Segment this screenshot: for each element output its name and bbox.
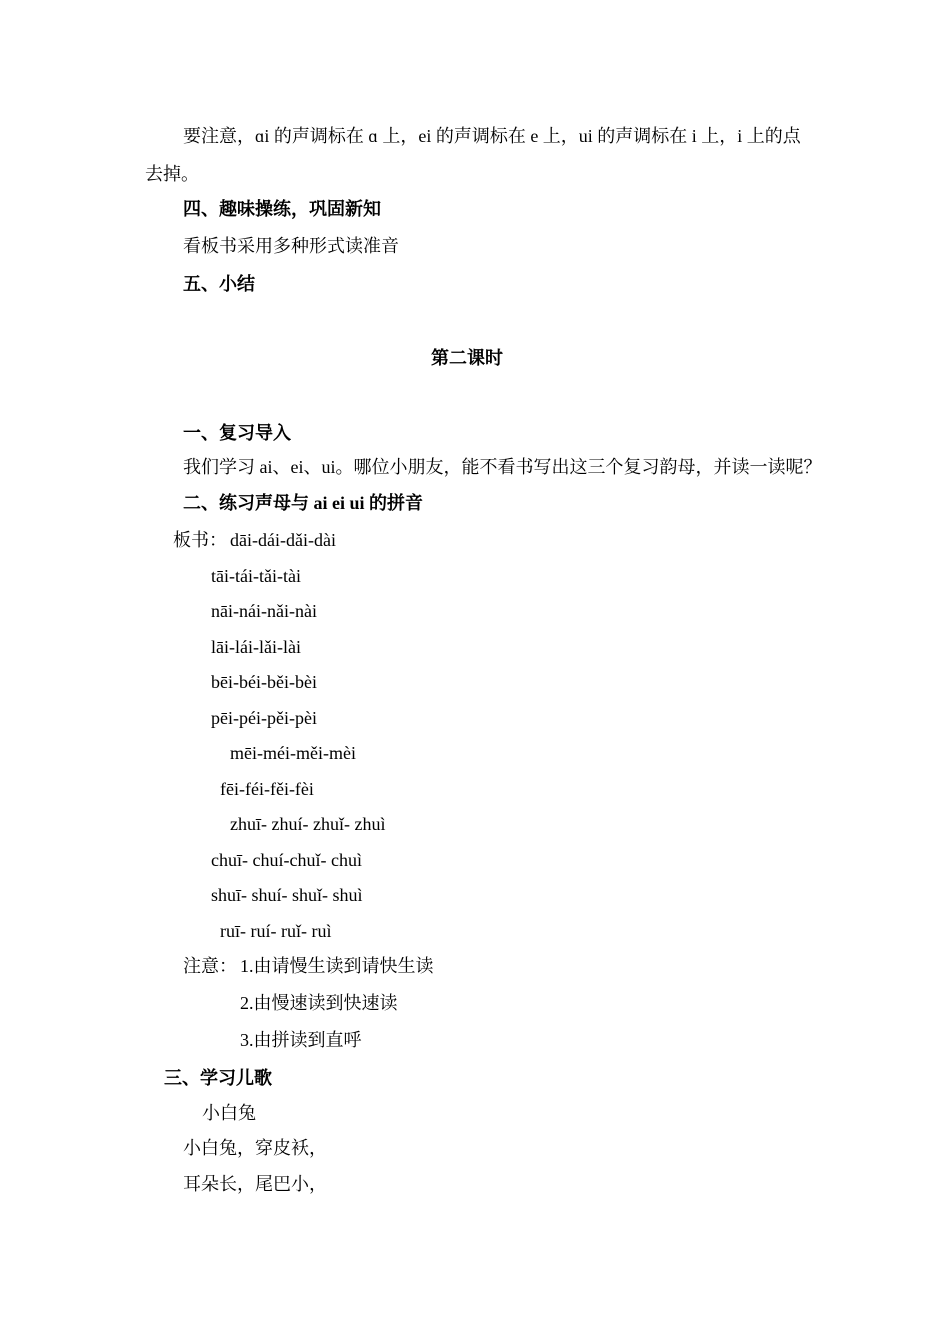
paragraph-note-line-2: 去掉。	[145, 164, 199, 184]
board-line: lāi-lái-lǎi-lài	[211, 637, 301, 657]
board-line: shuī- shuí- shuǐ- shuì	[211, 885, 363, 905]
notes-label: 注意：	[183, 956, 237, 976]
lesson-2-heading-2: 二、练习声母与 ai ei ui 的拼音	[183, 493, 424, 513]
board-line: fēi-féi-fěi-fèi	[220, 779, 314, 799]
board-line: ruī- ruí- ruǐ- ruì	[220, 921, 332, 941]
board-line: bēi-béi-běi-bèi	[211, 672, 317, 692]
board-line: zhuī- zhuí- zhuǐ- zhuì	[230, 814, 386, 834]
board-label: 板书：	[173, 530, 227, 550]
poem-line: 耳朵长，尾巴小，	[183, 1174, 327, 1194]
note-item: 3.由拼读到直呼	[240, 1030, 362, 1050]
section-text-4: 看板书采用多种形式读准音	[183, 236, 399, 256]
lesson-2-title: 第二课时	[431, 348, 503, 368]
board-line: tāi-tái-tǎi-tài	[211, 566, 301, 586]
note-item: 2.由慢速读到快速读	[240, 993, 398, 1013]
board-line: chuī- chuí-chuǐ- chuì	[211, 850, 362, 870]
section-heading-5: 五、小结	[183, 274, 255, 294]
poem-title: 小白兔	[202, 1103, 256, 1123]
lesson-2-heading-1: 一、复习导入	[183, 423, 291, 443]
note-item: 1.由请慢生读到请快生读	[240, 956, 434, 976]
board-line: mēi-méi-měi-mèi	[230, 743, 356, 763]
section-heading-4: 四、趣味操练，巩固新知	[183, 199, 381, 219]
poem-line: 小白兔，穿皮袄，	[183, 1138, 327, 1158]
board-line: nāi-nái-nǎi-nài	[211, 601, 317, 621]
paragraph-note-line-1: 要注意，ɑi 的声调标在 ɑ 上，ei 的声调标在 e 上，ui 的声调标在 i 上，i 上的点	[183, 126, 801, 146]
board-line: pēi-péi-pěi-pèi	[211, 708, 317, 728]
lesson-2-text-1: 我们学习 ai、ei、ui。哪位小朋友，能不看书写出这三个复习韵母，并读一读呢？	[183, 457, 822, 477]
lesson-2-heading-3: 三、学习儿歌	[164, 1068, 272, 1088]
board-line: dāi-dái-dǎi-dài	[230, 530, 336, 550]
